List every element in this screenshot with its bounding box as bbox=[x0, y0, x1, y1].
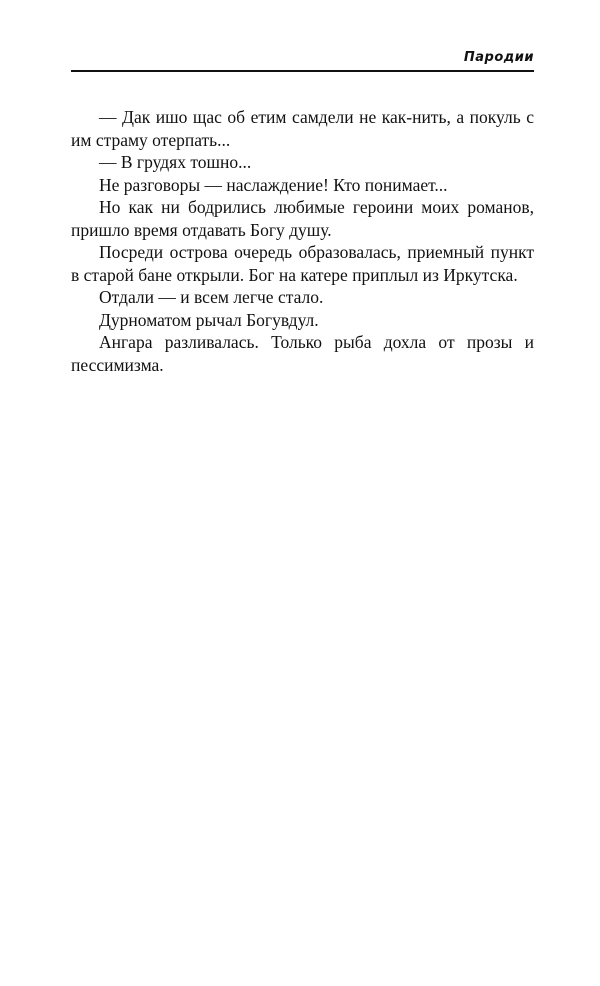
running-header-title: Пародии bbox=[463, 50, 534, 65]
paragraph: Не разговоры — наслаждение! Кто понимает... bbox=[99, 174, 448, 195]
body-text bbox=[71, 106, 534, 376]
paragraph: — Дак ишо щас об етим самдели не как-нить, а покуль с им страму отерпать... bbox=[71, 107, 534, 150]
paragraph: Но как ни бодрились любимые героини моих романов, пришло время отдавать Богу душу. bbox=[71, 197, 534, 240]
paragraph: Посреди острова очередь образовалась, приемный пункт в старой бане открыли. Бог на катере приплыл из Иркутска. bbox=[71, 242, 534, 285]
paragraph: — В грудях тошно... bbox=[99, 152, 252, 172]
running-header bbox=[71, 48, 534, 72]
paragraph: Отдали — и всем легче стало. bbox=[99, 287, 324, 307]
paragraph: Ангара разливалась. Только рыба дохла от прозы и пессимизма. bbox=[71, 332, 534, 375]
paragraph: Дурноматом рычал Богувдул. bbox=[99, 309, 319, 330]
